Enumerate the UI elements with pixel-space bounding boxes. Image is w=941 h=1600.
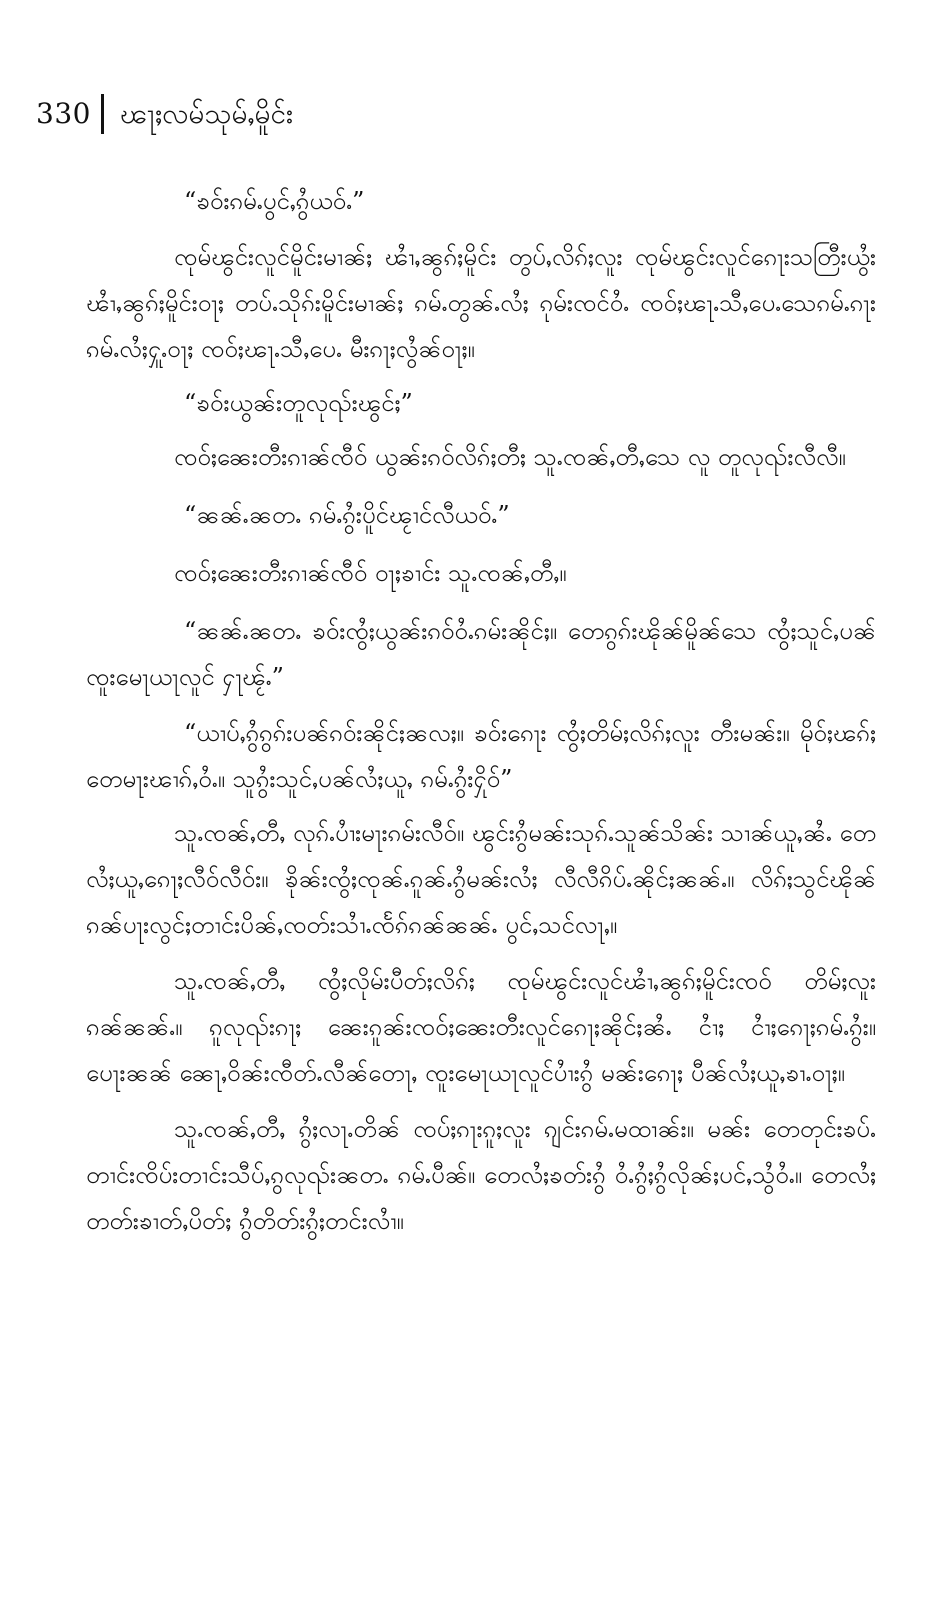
paragraph: ၸဝ်ႈၼေးတီးၵၢၼ်ၸီဝ် ဝႃႈၶၢင်း သူႉၸၼ်ႇတီႇ။ <box>174 559 567 587</box>
page-number: 330 <box>36 97 91 130</box>
page-header <box>36 90 896 138</box>
header-divider <box>101 94 104 134</box>
paragraph: “ၶဝ်းၵမ်ႉပွင်ႇၵွႆယဝ်ႉ” <box>184 187 365 215</box>
paragraph: “ယၢပ်ႇၵွႆၵွၵ်းပၼ်ၵဝ်းၼိုင်ႈၼလႈ။ ၶဝ်းၵေႃး ၸွႆႈတိမ်ႈလိၵ်ႈလူး တီးမၼ်း။ မိုဝ်ႈၽၵ်ႈတေမႃးၽၢၵ်ႇဝႆႉ။ သူၵွႆးသူင်ႇပၼ်လႆႈယူႇ ၵမ်ႉၵွႆးႁိုဝ်” <box>86 719 876 793</box>
paragraph: “ၼၼ်ႉၼတႉ ၶဝ်းၸွႆႈယွၼ်းၵဝ်ဝႆႉၵမ်းၼိုင်ႈ။ တေၵွၵ်းၽိုၼ်မိူၼ်သေ ၸွႆႈသူင်ႇပၼ် ၸူးမေႃယႃလူင် ႁႃၽႂ်ႉ” <box>86 617 876 691</box>
paragraph: ၸုမ်ၽွင်းလူင်မိူင်းမၢၼ်ႈ ၽၢႆႇၼွၵ်ႈမိူင်း တွပ်ႇလိၵ်ႈလူး ၸုမ်ၽွင်းလူင်ၵေႃးသတြီးယွႆး ၽၢႆႇၼွၵ်ႈမိူင်းဝႃႈ တပ်ႉသိုၵ်းမိူင်းမၢၼ်ႈ ၵမ်ႉတွၼ်ႉလႆႈ ၵုမ်းၸင်ဝႆႉ ၸဝ်ႈၽႃႉသီႇပေႉသေၵမ်ႉၵႃး ၵမ်ႉလႆႈႁူႉဝႃႈ ၸဝ်ႈၽႃႉသီႇပေႉ မီးၵႃႈလွႆၼ်ဝႃႈ။ <box>86 243 876 363</box>
page-body <box>86 178 876 1244</box>
paragraph: သူႉၸၼ်ႇတီႇ လုၵ်ႉပၢႆးမႃးၵမ်းလီဝ်။ ၽွင်းၵွႆမၼ်းသုၵ်ႉသူၼ်သိၼ်း သၢၼ်ယူႇၼႆႉ တေလႆႈယူႇၵေႃႈလီဝ်လီဝ်း။ ၶိုၼ်းၸွႆႈၸုၼ်ႉၵူၼ်ႉၵွႆမၼ်းလႆႈ လီလီၵိပ်ႉၼိုင်ႈၼၼ်ႉ။ လိၵ်ႈသွင်ၽိုၼ် ၵၼ်ပႃးလွင်ႈတၢင်းပိၼ်ႇၸတ်းသၢႆႉၸႅၵ်ၵၼ်ၼၼ်ႉ ပွင်ႇသင်လႃႇ။ <box>86 819 876 939</box>
paragraph: သူႉၸၼ်ႇတီႇ ၵွႆႈလႃႉတိၼ် ၸပ်ႈၵႃးၵူႈလူး ၵျင်းၵမ်ႉမထၢၼ်း။ မၼ်း တေတုင်းၶပ်ႉ တၢင်းၸိပ်းတၢင်းသီပ်ႇၵွလုၺ်းၼတႉ ၵမ်ႉပီၼ်။ တေလႆႈၶတ်းၵွႆ ဝႆႉၵွႆႈၵွႆလိုၼ်ႈပင်ႇသွႆဝႆႉ။ တေလႆႈတတ်းၶၢတ်ႇပိတ်ႈ ၵွႆတိတ်းၵွႆႈတင်းလၢႆ။ <box>86 1115 876 1235</box>
paragraph: “ၶဝ်းယွၼ်းတူလုၺ်းၽွင်ႈ” <box>184 389 413 417</box>
paragraph: “ၼၼ်ႉၼတႉ ၵမ်ႉၵွႆးပိူင်ၽႂၢင်လီယဝ်ႉ” <box>184 501 510 529</box>
paragraph: ၸဝ်ႈၼေးတီးၵၢၼ်ၸီဝ် ယွၼ်းၵဝ်လိၵ်ႈတီႈ သူႉၸၼ်ႇတီႇသေ လူ တူလုၺ်းလီလီ။ <box>174 443 846 471</box>
paragraph: သူႉၸၼ်ႇတီႇ ၸွႆႈလိုမ်းပီတ်ႈလိၵ်ႈ ၸုမ်ၽွင်းလူင်ၽၢႆႇၼွၵ်ႈမိူင်းၸဝ် တိမ်ႈလူးၵၼ်ၼၼ်ႉ။ ၵူလုၺ်းၵႃႈ ၼေးၵူၼ်းၸဝ်ႈၼေးတီးလူင်ၵေႃႈၼိုင်ႈၼႆႉ ငၢႆႈ ငၢႆႈၵေႃႈၵမ်ႉၵွႆး။ ပေႃးၼၼ် ၼေႃႇဝိၼ်းၸီတ်ႉလီၼ်တေႃႇ ၸူးမေႃယႃလူင်ပၢႆးၵွႆ မၼ်းၵေႃႈ ပီၼ်လႆႈယူႇၶၢႉဝႃႈ။ <box>86 967 876 1087</box>
running-title: ၽႃႈလမ်သုမ်ႇမိူင်း <box>119 97 294 130</box>
